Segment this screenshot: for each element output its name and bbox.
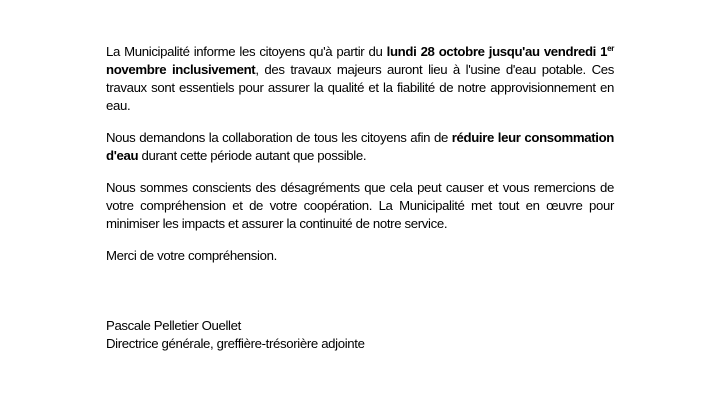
paragraph-thanks: Merci de votre compréhension. bbox=[106, 248, 277, 263]
work-dates-end: novembre inclusivement bbox=[106, 62, 256, 77]
signature-block bbox=[106, 317, 626, 353]
signatory-name: Pascale Pelletier Ouellet bbox=[106, 318, 241, 333]
signatory-title: Directrice générale, greffière-trésorière adjointe bbox=[106, 336, 365, 351]
ordinal-superscript: er bbox=[607, 44, 615, 53]
paragraph-apology: Nous sommes conscients des désagréments que cela peut causer et vous remercions de votre compréhension et de votre coopération. La Municipalité met tout en œuvre pour minimiser les impacts et assurer la continuité de notre service. bbox=[106, 180, 614, 231]
paragraph-2-intro: Nous demandons la collaboration de tous les citoyens afin de bbox=[106, 130, 452, 145]
paragraph-collaboration bbox=[106, 129, 614, 165]
paragraph-2-rest: durant cette période autant que possible. bbox=[138, 148, 367, 163]
paragraph-1-intro: La Municipalité informe les citoyens qu'à partir du bbox=[106, 44, 387, 59]
notice-body bbox=[106, 43, 614, 279]
water-reduction-highlight: réduire leur consommation d'eau bbox=[106, 130, 614, 163]
paragraph-1-rest: , des travaux majeurs auront lieu à l'usine d'eau potable. Ces travaux sont essentiels pour assurer la qualité et la fiabilité de notre approvisionnement en eau. bbox=[106, 62, 614, 113]
paragraph-work-dates bbox=[106, 43, 614, 115]
work-dates-start: lundi 28 octobre jusqu'au vendredi 1 bbox=[386, 44, 608, 59]
